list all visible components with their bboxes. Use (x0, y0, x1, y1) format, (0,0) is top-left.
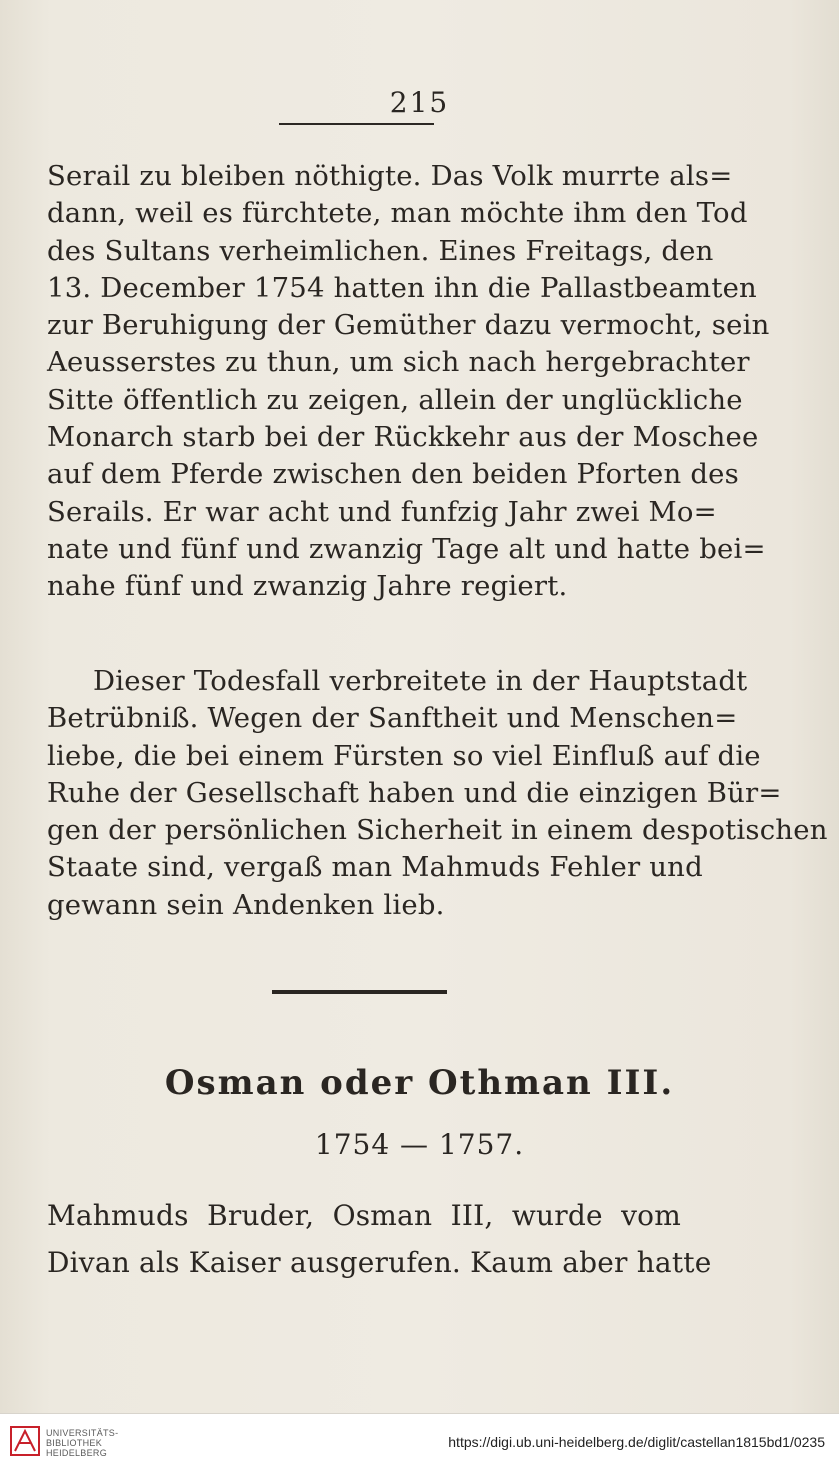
text-line: Dieser Todesfall verbreitete in der Hauptstadt (93, 665, 748, 697)
section-years: 1754 — 1757. (314, 1128, 525, 1161)
text-line: Monarch starb bei der Rückkehr aus der Moschee (47, 421, 759, 454)
text-line: zur Beruhigung der Gemüther dazu vermocht, sein (47, 309, 770, 342)
text-line: Serails. Er war acht und funfzig Jahr zwei Mo= (47, 495, 717, 528)
text-line: 13. December 1754 hatten ihn die Pallastbeamten (47, 271, 757, 304)
text-line: Betrübniß. Wegen der Sanftheit und Menschen= (47, 702, 738, 735)
text-line: Divan als Kaiser ausgerufen. Kaum aber hatte (47, 1246, 712, 1279)
logo-line: UNIVERSITÄTS- (46, 1428, 119, 1438)
text-line: gewann sein Andenken lieb. (47, 888, 445, 921)
paragraph-1 (47, 158, 770, 606)
logo-line: BIBLIOTHEK (46, 1438, 103, 1448)
paragraph-3 (47, 1192, 712, 1286)
header-rule (279, 123, 434, 125)
text-line: Staate sind, vergaß man Mahmuds Fehler und (47, 851, 703, 884)
permalink-url[interactable]: https://digi.ub.uni-heidelberg.de/diglit/castellan1815bd1/0235 (448, 1434, 825, 1450)
text-line: liebe, die bei einem Fürsten so viel Einfluß auf die (47, 739, 761, 772)
text-line: auf dem Pferde zwischen den beiden Pforten des (47, 458, 739, 491)
section-title: Osman oder Othman III. (164, 1063, 675, 1103)
text-line: Aeusserstes zu thun, um sich nach hergebrachter (47, 346, 750, 379)
logo-line: HEIDELBERG (46, 1448, 108, 1458)
paragraph-2 (47, 663, 828, 924)
page-number: 215 (389, 86, 450, 119)
library-logo-icon[interactable] (10, 1426, 40, 1456)
text-line: Serail zu bleiben nöthigte. Das Volk murrte als= (47, 160, 733, 192)
text-line: des Sultans verheimlichen. Eines Freitags, den (47, 234, 714, 267)
text-line: nahe fünf und zwanzig Jahre regiert. (47, 570, 568, 603)
section-divider (272, 990, 447, 994)
text-line: nate und fünf und zwanzig Tage alt und hatte bei= (47, 532, 766, 565)
viewer-footer (0, 1413, 839, 1472)
text-line: dann, weil es fürchtete, man möchte ihm den Tod (47, 197, 748, 230)
library-logo-text (46, 1428, 118, 1458)
text-line: Ruhe der Gesellschaft haben und die einzigen Bür= (47, 776, 782, 809)
text-line: Mahmuds Bruder, Osman III, wurde vom (47, 1199, 681, 1232)
text-line: gen der persönlichen Sicherheit in einem despotischen (47, 814, 828, 847)
text-line: Sitte öffentlich zu zeigen, allein der unglückliche (47, 383, 743, 416)
